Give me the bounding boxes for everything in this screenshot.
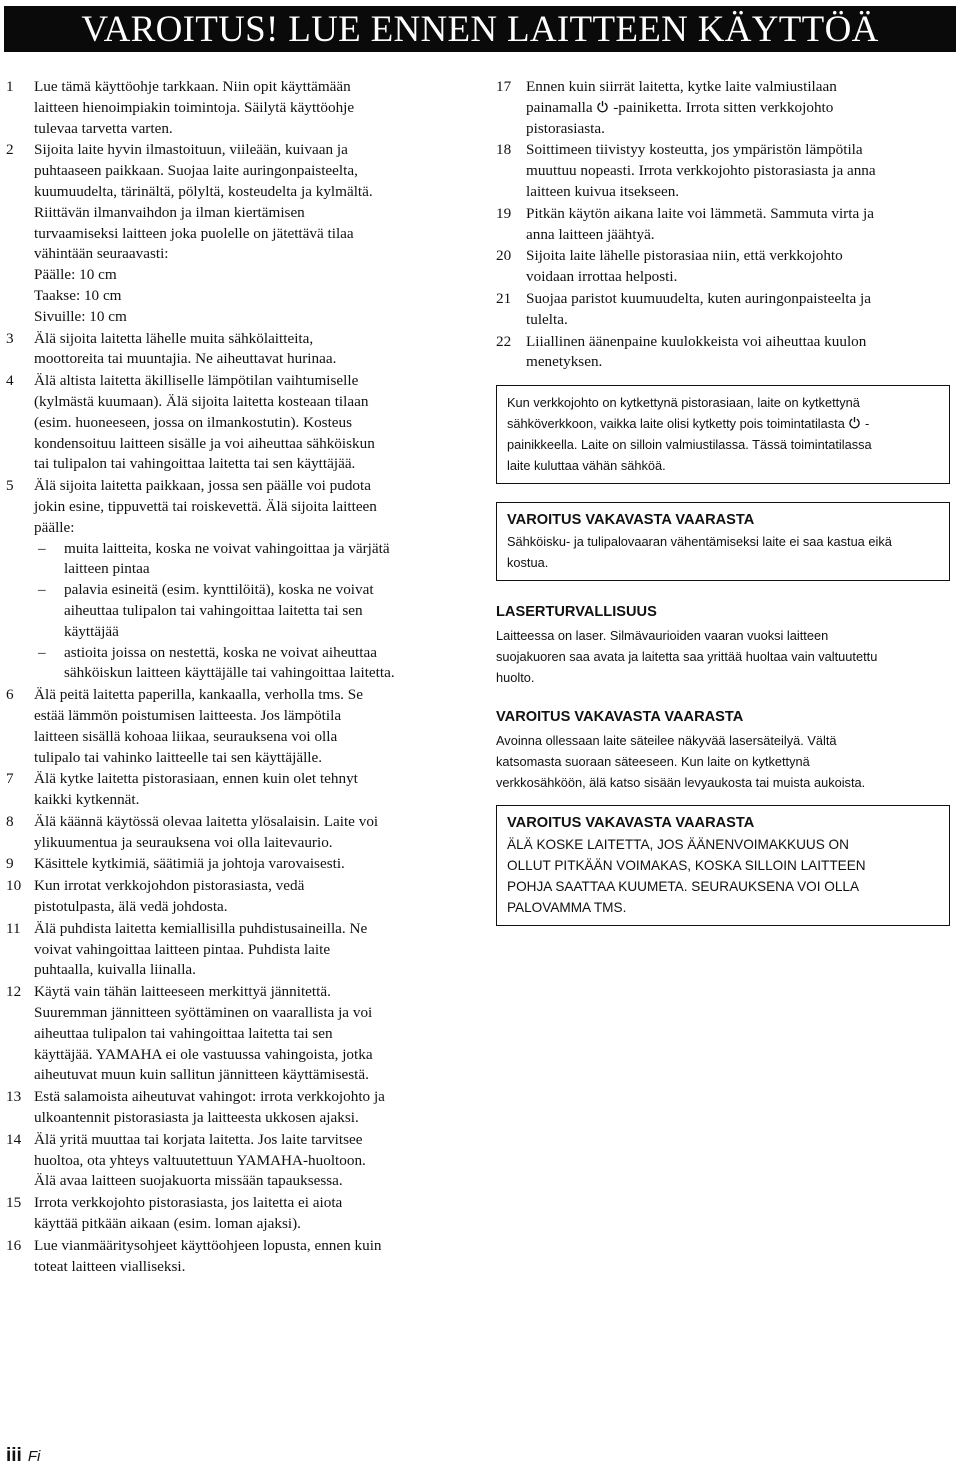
item-text-line: Ennen kuin siirrät laitetta, kytke laite valmiustilaan bbox=[526, 78, 837, 95]
item-body bbox=[526, 77, 950, 139]
item-body bbox=[34, 769, 466, 811]
list-item bbox=[6, 876, 466, 918]
item-body bbox=[34, 77, 466, 139]
item-text-line: käyttäjää bbox=[64, 622, 119, 640]
item-body bbox=[34, 140, 466, 327]
list-item bbox=[496, 332, 950, 374]
item-text-line: laitteen hienoimpiakin toimintoja. Säilytä käyttöohje bbox=[34, 98, 355, 116]
sub-item-text bbox=[64, 539, 466, 581]
item-number: 1 bbox=[6, 78, 14, 95]
item-text-line: Suojaa paristot kuumuudelta, kuten auringonpaisteelta ja bbox=[526, 289, 872, 307]
list-item bbox=[6, 982, 466, 1086]
standby-line-2a: sähköverkkoon, vaikka laite olisi kytketty pois toimintatilasta bbox=[507, 416, 849, 432]
item-text-line: Älä avaa laitteen suojakuorta missään tapauksessa. bbox=[34, 1172, 343, 1190]
list-item bbox=[6, 371, 466, 475]
item-body bbox=[526, 332, 950, 374]
item-number: 12 bbox=[6, 983, 22, 1001]
dash-bullet: – bbox=[38, 539, 46, 557]
warning-line: OLLUT PITKÄÄN VOIMAKAS, KOSKA SILLOIN LAITTEEN bbox=[507, 858, 866, 874]
item-text-line: astioita joissa on nestettä, koska ne voivat aiheuttaa bbox=[64, 643, 377, 661]
list-item bbox=[496, 289, 950, 331]
item-text-line: muuttuu nopeasti. Irrota verkkojohto pistorasiasta ja anna bbox=[526, 162, 876, 180]
item-text-line: Pitkän käytön aikana laite voi lämmetä. Sammuta virta ja bbox=[526, 204, 874, 222]
item-number: 19 bbox=[496, 204, 512, 222]
item-text-line: tulelta. bbox=[526, 310, 568, 328]
item-text-line: Liiallinen äänenpaine kuulokkeista voi aiheuttaa kuulon bbox=[526, 332, 867, 350]
standby-line-2b: - bbox=[861, 416, 870, 432]
laser-line: suojakuoren saa avata ja laitetta saa yrittää huoltaa vain valtuutettu bbox=[496, 649, 878, 665]
list-item bbox=[496, 246, 950, 288]
warning-line: Avoinna ollessaan laite säteilee näkyvää lasersäteilyä. Vältä bbox=[496, 733, 837, 749]
item-text-line: Lue vianmääritysohjeet käyttöohjeen lopusta, ennen kuin bbox=[34, 1236, 382, 1254]
item-text-line: Älä sijoita laitetta paikkaan, jossa sen päälle voi pudota bbox=[34, 477, 371, 495]
item-body bbox=[34, 1193, 466, 1235]
item-text-line: Estä salamoista aiheutuvat vahingot: irrota verkkojohto ja bbox=[34, 1088, 385, 1106]
item-text-line: Älä käännä käytössä olevaa laitetta ylösalaisin. Laite voi bbox=[34, 812, 379, 830]
item-text-line: Älä sijoita laitetta lähelle muita sähkölaitteita, bbox=[34, 329, 314, 347]
item-text-line: tulevaa tarvetta varten. bbox=[34, 119, 173, 137]
item-text-line: palavia esineitä (esim. kynttilöitä), koska ne voivat bbox=[64, 581, 374, 599]
item-text-line: Soittimeen tiivistyy kosteutta, jos ympäristön lämpötila bbox=[526, 141, 863, 159]
item-text-line: puhtaaseen paikkaan. Suojaa laite auringonpaisteelta, bbox=[34, 162, 358, 180]
laser-heading: LASERTURVALLISUUS bbox=[496, 604, 657, 621]
item-number: 7 bbox=[6, 770, 14, 788]
item-text-line: käyttää pitkään aikaan (esim. loman ajaksi). bbox=[34, 1215, 301, 1233]
item-text-line: -painiketta. Irrota sitten verkkojohto bbox=[609, 98, 834, 116]
right-item-list bbox=[496, 77, 950, 373]
standby-line-4: laite kuluttaa vähän sähköä. bbox=[507, 458, 666, 474]
item-text-line: vähintään seuraavasti: bbox=[34, 245, 169, 263]
item-text-line: laitteen pintaa bbox=[64, 560, 150, 578]
item-text-line: tai tulipalon tai vahingoittaa laitetta tai sen käyttäjää. bbox=[34, 455, 356, 473]
list-item bbox=[6, 77, 466, 139]
item-text-line: Kun irrotat verkkojohdon pistorasiasta, vedä bbox=[34, 877, 305, 895]
list-item bbox=[6, 919, 466, 981]
item-body bbox=[34, 982, 466, 1086]
dash-bullet: – bbox=[38, 643, 46, 661]
warning-line: ÄLÄ KOSKE LAITETTA, JOS ÄÄNENVOIMAKKUUS ON bbox=[507, 837, 849, 853]
sub-list-item bbox=[34, 643, 466, 685]
item-text-line: laitteen kuivua itsekseen. bbox=[526, 182, 680, 200]
list-item bbox=[6, 476, 466, 684]
page-number: iii bbox=[6, 1445, 22, 1466]
item-text-line: käyttäjää. YAMAHA ei ole vastuussa vahingoista, jotka bbox=[34, 1045, 373, 1063]
list-item bbox=[6, 685, 466, 768]
standby-notice-box bbox=[496, 385, 950, 484]
item-number: 18 bbox=[496, 141, 512, 159]
item-text-line: tulipalo tai vahinko laitteelle tai sen käyttäjälle. bbox=[34, 748, 323, 766]
item-text-line: aiheuttaa tulipalon tai vahingoittaa laitetta tai sen bbox=[34, 1024, 333, 1042]
power-standby-icon bbox=[848, 416, 861, 429]
item-text-line: kaikki kytkennät. bbox=[34, 791, 140, 809]
item-number: 6 bbox=[6, 686, 14, 704]
item-text-line: voidaan irrottaa helposti. bbox=[526, 268, 678, 286]
item-body bbox=[526, 246, 950, 288]
item-text-line: sähköiskun laitteen käyttäjälle tai vahingoittaa laitetta. bbox=[64, 664, 395, 682]
left-column bbox=[6, 77, 466, 1278]
item-text-line: jokin esine, tippuvettä tai roiskevettä. Älä sijoita laitteen bbox=[34, 497, 377, 515]
item-body bbox=[526, 289, 950, 331]
list-item bbox=[6, 1087, 466, 1129]
item-text-line: Sivuille: 10 cm bbox=[34, 307, 127, 325]
sub-list-item bbox=[34, 580, 466, 642]
item-text-line: toteat laitteen vialliseksi. bbox=[34, 1257, 186, 1275]
item-body bbox=[34, 919, 466, 981]
item-body bbox=[34, 1087, 466, 1129]
item-body bbox=[526, 204, 950, 246]
title-banner bbox=[4, 6, 956, 52]
sub-list-item bbox=[34, 539, 466, 581]
warning-line: verkkosähköön, älä katso sisään levyaukosta tai muista aukoista. bbox=[496, 775, 866, 791]
list-item bbox=[6, 769, 466, 811]
language-code: Fi bbox=[27, 1448, 41, 1465]
item-body bbox=[34, 1236, 466, 1278]
list-item bbox=[6, 1236, 466, 1278]
list-item bbox=[6, 329, 466, 371]
item-text-line: Älä puhdista laitetta kemiallisilla puhdistusaineilla. Ne bbox=[34, 919, 368, 937]
item-text-line: huoltoa, ota yhteys valtuutettuun YAMAHA-huoltoon. bbox=[34, 1151, 366, 1169]
item-number: 10 bbox=[6, 877, 22, 895]
warning-line: kostua. bbox=[507, 555, 549, 571]
item-text-line: voivat vahingoittaa laitteen pintaa. Puhdista laite bbox=[34, 940, 331, 958]
item-number: 20 bbox=[496, 247, 512, 265]
item-body bbox=[34, 476, 466, 684]
item-text-line: aiheuttaa tulipalon tai vahingoittaa laitetta tai sen bbox=[64, 601, 363, 619]
item-text-line: Älä peitä laitetta paperilla, kankaalla, verholla tms. Se bbox=[34, 686, 363, 704]
list-item bbox=[496, 140, 950, 202]
standby-line-1: Kun verkkojohto on kytkettynä pistorasiaan, laite on kytkettynä bbox=[507, 395, 860, 411]
item-number: 11 bbox=[6, 919, 21, 937]
list-item bbox=[496, 204, 950, 246]
item-text-line: päälle: bbox=[34, 518, 75, 536]
item-number: 21 bbox=[496, 289, 512, 307]
item-number: 9 bbox=[6, 855, 14, 873]
item-body bbox=[34, 876, 466, 918]
item-text-line: (esim. huoneeseen, jossa on ilmankostutin). Kosteus bbox=[34, 413, 353, 431]
item-text-line: kondensoituu laitteen sisälle ja voi aiheuttaa sähköiskun bbox=[34, 434, 375, 452]
list-item bbox=[6, 854, 466, 875]
warning-line: Sähköisku- ja tulipalovaaran vähentämiseksi laite ei saa kastua eikä bbox=[507, 534, 892, 550]
item-number: 22 bbox=[496, 332, 512, 350]
item-text-line: aiheutuvat muun kuin sallitun jännitteen käyttämisestä. bbox=[34, 1066, 369, 1084]
laser-line: huolto. bbox=[496, 670, 535, 686]
item-text-line: kuumuudelta, tärinältä, pölyltä, kosteudelta ja kylmältä. bbox=[34, 182, 373, 200]
item-text-line: pistotulpasta, älä vedä johdosta. bbox=[34, 898, 228, 916]
item-text-line: Käytä vain tähän laitteeseen merkittyä jännitettä. bbox=[34, 983, 331, 1001]
item-number: 15 bbox=[6, 1194, 22, 1212]
item-body bbox=[34, 854, 466, 875]
item-text-line: laitteen sisällä kohoaa liikaa, seurauksena voi olla bbox=[34, 727, 338, 745]
item-text-line: Älä yritä muuttaa tai korjata laitetta. Jos laite tarvitsee bbox=[34, 1130, 363, 1148]
item-text-line: painamalla bbox=[526, 98, 597, 116]
dash-bullet: – bbox=[38, 581, 46, 599]
item-body bbox=[34, 371, 466, 475]
item-text-line: Suuremman jännitteen syöttäminen on vaarallista ja voi bbox=[34, 1004, 373, 1022]
item-text-line: (kylmästä kuumaan). Älä sijoita laitetta kosteaan tilaan bbox=[34, 392, 369, 410]
list-item bbox=[6, 140, 466, 327]
list-item bbox=[6, 812, 466, 854]
item-number: 4 bbox=[6, 372, 14, 390]
warning-line: katsomasta suoraan säteeseen. Kun laite on kytkettynä bbox=[496, 754, 810, 770]
sub-item-text bbox=[64, 643, 466, 685]
right-column bbox=[496, 77, 950, 926]
item-number: 8 bbox=[6, 812, 14, 830]
item-text-line: Päälle: 10 cm bbox=[34, 266, 117, 284]
warning-heading: VAROITUS VAKAVASTA VAARASTA bbox=[507, 512, 755, 529]
item-body bbox=[34, 329, 466, 371]
warning-line: PALOVAMMA TMS. bbox=[507, 900, 627, 916]
item-number: 2 bbox=[6, 141, 14, 159]
item-body bbox=[526, 140, 950, 202]
item-text-line: Käsittele kytkimiä, säätimiä ja johtoja varovaisesti. bbox=[34, 855, 345, 873]
item-text-line: puhtaalla, kuivalla liinalla. bbox=[34, 961, 196, 979]
item-text-line: Älä kytke laitetta pistorasiaan, ennen kuin olet tehnyt bbox=[34, 770, 358, 788]
warning-box-heat bbox=[496, 805, 950, 926]
list-item bbox=[6, 1193, 466, 1235]
standby-line-3: painikkeella. Laite on silloin valmiustilassa. Tässä toimintatilassa bbox=[507, 437, 872, 453]
item-text-line: Älä altista laitetta äkilliselle lämpötilan vaihtumiselle bbox=[34, 372, 359, 390]
item-text-line: estää lämmön poistumisen laitteesta. Jos lämpötila bbox=[34, 706, 342, 724]
item-number: 5 bbox=[6, 477, 14, 495]
laser-warning-section bbox=[496, 708, 950, 793]
item-number: 13 bbox=[6, 1088, 22, 1106]
item-text-line: pistorasiasta. bbox=[526, 119, 605, 137]
item-text-line: ylikuumentua ja seurauksena voi olla laitevaurio. bbox=[34, 833, 333, 851]
item-number: 3 bbox=[6, 329, 14, 347]
list-item bbox=[6, 1130, 466, 1192]
laser-safety-section bbox=[496, 603, 950, 688]
power-standby-icon bbox=[596, 100, 609, 113]
item-text-line: menetyksen. bbox=[526, 353, 603, 371]
warning-line: POHJA SAATTAA KUUMETA. SEURAUKSENA VOI OLLA bbox=[507, 879, 860, 895]
item-body bbox=[34, 685, 466, 768]
item-text-line: Sijoita laite hyvin ilmastoituun, viileään, kuivaan ja bbox=[34, 141, 348, 159]
item-text-line: ulkoantennit pistorasiasta ja laitteesta ukkosen ajaksi. bbox=[34, 1109, 359, 1127]
item-text-line: Irrota verkkojohto pistorasiasta, jos laitetta ei aiota bbox=[34, 1194, 343, 1212]
warning-heading: VAROITUS VAKAVASTA VAARASTA bbox=[496, 709, 744, 726]
sub-item-text bbox=[64, 580, 466, 642]
item-body bbox=[34, 812, 466, 854]
laser-line: Laitteessa on laser. Silmävaurioiden vaaran vuoksi laitteen bbox=[496, 628, 829, 644]
item-number: 17 bbox=[496, 78, 512, 95]
item-text-line: Sijoita laite lähelle pistorasiaa niin, että verkkojohto bbox=[526, 247, 843, 265]
page-footer bbox=[6, 1445, 40, 1467]
item-text-line: moottoreita tai muuntajia. Ne aiheuttavat hurinaa. bbox=[34, 350, 337, 368]
page-title: VAROITUS! LUE ENNEN LAITTEEN KÄYTTÖÄ bbox=[81, 8, 879, 50]
warning-heading: VAROITUS VAKAVASTA VAARASTA bbox=[507, 815, 755, 832]
item-number: 16 bbox=[6, 1236, 22, 1254]
item-number: 14 bbox=[6, 1130, 22, 1148]
item-text-line: Lue tämä käyttöohje tarkkaan. Niin opit käyttämään bbox=[34, 78, 351, 95]
item-text-line: anna laitteen jäähtyä. bbox=[526, 225, 655, 243]
item-text-line: Riittävän ilmanvaihdon ja ilman kiertämisen bbox=[34, 203, 305, 221]
warning-box-moisture bbox=[496, 502, 950, 581]
item-text-line: Taakse: 10 cm bbox=[34, 286, 122, 304]
item-text-line: muita laitteita, koska ne voivat vahingoittaa ja värjätä bbox=[64, 539, 390, 557]
list-item bbox=[496, 77, 950, 139]
item-body bbox=[34, 1130, 466, 1192]
item-text-line: turvaamiseksi laitteen joka puolelle on jätettävä tilaa bbox=[34, 224, 354, 242]
